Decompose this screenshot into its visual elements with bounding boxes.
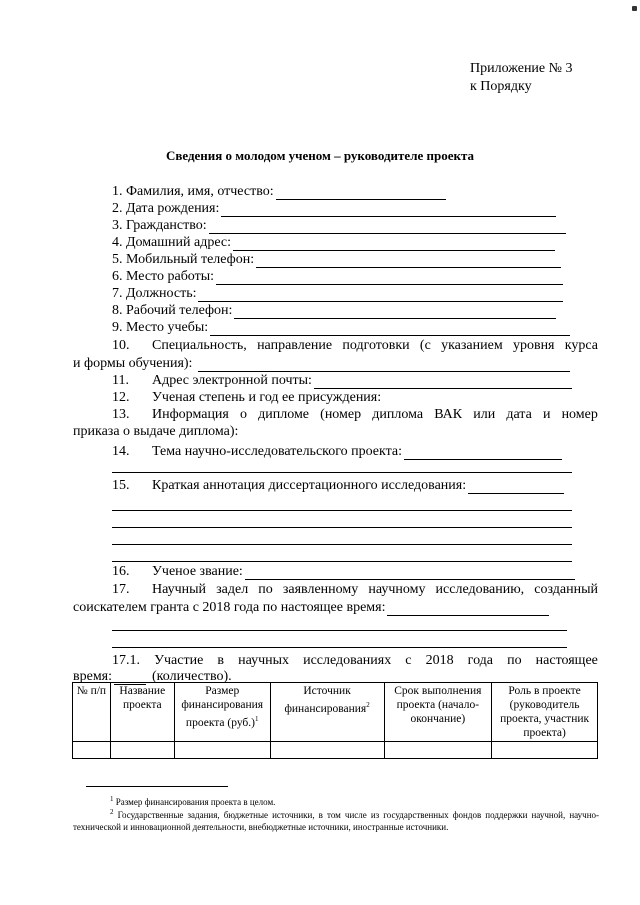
field-label: 1. Фамилия, имя, отчество:	[112, 184, 274, 199]
appendix-line-1: Приложение № 3	[470, 61, 573, 76]
field-label: Тема научно-исследовательского проекта:	[152, 444, 403, 459]
header-number: № п/п	[73, 683, 111, 742]
field-label: 4. Домашний адрес:	[112, 235, 232, 250]
word: Специальность,	[152, 338, 247, 353]
fill-line[interactable]	[314, 376, 572, 389]
header-duration: Срок выполнения проекта (начало-окончание)	[384, 683, 492, 742]
word: в	[217, 653, 224, 668]
footnote-mark: 1	[110, 795, 114, 803]
field-mobile-phone	[112, 252, 561, 268]
word: дата	[506, 407, 532, 422]
word: Научный	[152, 582, 207, 597]
table-cell[interactable]	[270, 742, 384, 759]
fill-line[interactable]	[276, 187, 446, 200]
item-11	[112, 373, 572, 389]
footnote-mark: 2	[366, 701, 370, 709]
item-13-number: 13.	[112, 407, 130, 422]
word: или	[473, 407, 496, 422]
word: и	[542, 407, 551, 422]
word: направление	[257, 338, 333, 353]
word: 17.1.	[112, 653, 140, 668]
word: по	[258, 582, 273, 597]
fill-line[interactable]	[256, 255, 561, 268]
field-label: Краткая аннотация диссертационного исследования:	[152, 478, 467, 493]
word: указанием	[441, 338, 503, 353]
table-cell[interactable]	[110, 742, 174, 759]
item-10-number: 10.	[112, 338, 130, 353]
header-funding-size	[174, 683, 270, 742]
table-cell[interactable]	[73, 742, 111, 759]
fill-line[interactable]	[233, 238, 555, 251]
field-label: 9. Место учебы:	[112, 320, 209, 335]
field-home-address	[112, 235, 555, 251]
footnote-text: Размер финансирования проекта в целом.	[115, 797, 276, 807]
word: Информация	[152, 407, 229, 422]
item-17-text	[152, 582, 598, 598]
fill-line[interactable]	[404, 447, 562, 460]
word: (номер	[320, 407, 362, 422]
word: с	[405, 653, 412, 668]
item-number: 15.	[112, 478, 130, 493]
field-label: 2. Дата рождения:	[112, 201, 220, 216]
fill-line[interactable]	[112, 472, 572, 473]
fill-line[interactable]	[112, 510, 572, 511]
item-17-number: 17.	[112, 582, 130, 597]
field-label: Ученое звание:	[152, 564, 243, 579]
field-position	[112, 286, 563, 302]
item-12	[112, 390, 381, 406]
table-cell[interactable]	[492, 742, 598, 759]
field-label: 6. Место работы:	[112, 269, 215, 284]
header-role: Роль в проекте (руководитель проекта, участник проекта)	[492, 683, 598, 742]
corner-mark	[632, 6, 637, 11]
projects-table	[72, 682, 598, 759]
word: созданный	[534, 582, 598, 597]
fill-line[interactable]	[216, 272, 563, 285]
field-label: (количество).	[152, 669, 232, 684]
footnote-mark: 2	[110, 808, 114, 816]
word: диплома	[372, 407, 424, 422]
word: дипломе	[258, 407, 310, 422]
field-workplace	[112, 269, 563, 285]
fill-line[interactable]	[234, 306, 556, 319]
field-label: соискателем гранта с 2018 года по настоящее время:	[73, 600, 386, 615]
word: (с	[419, 338, 431, 353]
fill-line[interactable]	[209, 221, 566, 234]
field-label: 3. Гражданство:	[112, 218, 207, 233]
word: научных	[238, 653, 290, 668]
page-title: Сведения о молодом ученом – руководителе проекта	[165, 148, 475, 163]
fill-line[interactable]	[221, 204, 556, 217]
word: исследованию,	[435, 582, 525, 597]
field-label: 5. Мобильный телефон:	[112, 252, 255, 267]
word: подготовки	[342, 338, 410, 353]
table-cell[interactable]	[174, 742, 270, 759]
word: номер	[561, 407, 598, 422]
word: научному	[368, 582, 426, 597]
header-project-name: Название проекта	[110, 683, 174, 742]
item-number: 12.	[112, 390, 130, 405]
word: исследованиях	[303, 653, 392, 668]
fill-line[interactable]	[198, 359, 570, 372]
fill-line[interactable]	[468, 481, 564, 494]
word: 2018	[425, 653, 454, 668]
word: по	[507, 653, 522, 668]
word: уровня	[512, 338, 555, 353]
table-cell[interactable]	[384, 742, 492, 759]
fill-line[interactable]	[245, 567, 575, 580]
appendix-line-2: к Порядку	[470, 79, 532, 94]
item-16	[112, 564, 575, 580]
field-birth-date	[112, 201, 556, 217]
field-label: Ученая степень и год ее присуждения:	[152, 390, 382, 405]
fill-line[interactable]	[112, 630, 567, 631]
fill-line[interactable]	[210, 323, 570, 336]
field-label: и формы обучения):	[73, 356, 193, 371]
field-label: Адрес электронной почты:	[152, 373, 312, 388]
fill-line[interactable]	[112, 527, 572, 528]
field-label: 8. Рабочий телефон:	[112, 303, 233, 318]
word: заявленному	[282, 582, 359, 597]
item-17-1-text	[112, 653, 598, 669]
word: года	[467, 653, 493, 668]
fill-line[interactable]	[112, 647, 567, 648]
fill-line[interactable]	[198, 289, 563, 302]
header-funding-source	[270, 683, 384, 742]
word: курса	[564, 338, 598, 353]
footnote-mark: 1	[254, 715, 259, 723]
word: задел	[216, 582, 249, 597]
table-header-row	[73, 683, 598, 742]
item-10-continuation	[73, 356, 570, 372]
field-label: время:	[73, 669, 113, 684]
footnote-text: Государственные задания, бюджетные источники, в том числе из государственных фондов поддержки научной, научно-технической и инновационной деятельности, внебюджетные источники, иностранные источники.	[73, 810, 600, 832]
fill-line[interactable]	[387, 603, 549, 616]
fill-line[interactable]	[112, 561, 572, 562]
item-10-text	[152, 338, 598, 354]
item-14	[112, 444, 562, 460]
field-study-place	[112, 320, 570, 336]
item-number: 14.	[112, 444, 130, 459]
field-full-name	[112, 184, 446, 200]
field-label: 7. Должность:	[112, 286, 197, 301]
fill-line[interactable]	[112, 544, 572, 545]
item-number: 16.	[112, 564, 130, 579]
header-text: Источник финансирования	[284, 685, 367, 715]
item-13-continuation: приказа о выдаче диплома):	[73, 424, 239, 439]
word: настоящее	[535, 653, 598, 668]
item-17-continuation	[73, 600, 549, 616]
footnote-divider	[86, 786, 228, 787]
item-number: 11.	[112, 373, 129, 388]
header-text: Размер финансирования проекта (руб.)	[181, 685, 264, 729]
field-work-phone	[112, 303, 556, 319]
item-13-text	[152, 407, 598, 423]
word: о	[240, 407, 247, 422]
field-citizenship	[112, 218, 566, 234]
table-row	[73, 742, 598, 759]
word: Участие	[154, 653, 204, 668]
word: ВАК	[434, 407, 463, 422]
footnote-2	[73, 806, 599, 833]
appendix-header	[470, 60, 573, 96]
item-15	[112, 478, 564, 494]
